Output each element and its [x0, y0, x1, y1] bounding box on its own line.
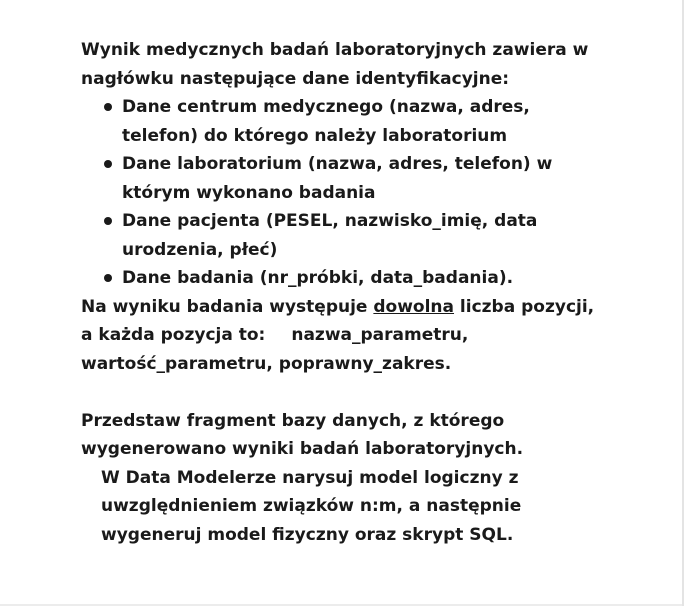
bullet-list — [81, 93, 641, 293]
positions-line-1-prefix: Na wyniku badania występuje — [81, 296, 374, 317]
bullet-text-continued: którym wykonano badania — [122, 182, 376, 203]
intro-line-1: Wynik medycznych badań laboratoryjnych zawiera w — [81, 40, 589, 60]
positions-line-2-suffix: nazwa_parametru, — [291, 325, 469, 345]
bullet-text-continued: telefon) do którego należy laboratorium — [122, 125, 508, 146]
positions-line-3: wartość_parametru, poprawny_zakres. — [81, 353, 452, 374]
bullet-item-patient — [81, 207, 641, 264]
bullet-item-test — [81, 264, 641, 293]
bullet-item-medical-center — [81, 93, 641, 150]
positions-line-1-suffix: liczba pozycji, — [454, 296, 595, 317]
task-line-5: wygeneruj model fizyczny oraz skrypt SQL. — [101, 524, 514, 545]
bullet-text: Dane pacjenta (PESEL, nazwisko_imię, data — [122, 211, 538, 231]
underlined-word: dowolna — [373, 296, 455, 317]
task-line-4: uwzględnieniem związków n:m, a następnie — [101, 496, 522, 516]
positions-line-2-prefix: a każda pozycja to: — [81, 325, 266, 345]
bullet-text: Dane centrum medycznego (nazwa, adres, — [122, 97, 530, 117]
bullet-text: Dane laboratorium (nazwa, adres, telefon) w — [122, 154, 553, 174]
bullet-item-laboratory — [81, 150, 641, 207]
bullet-icon — [104, 217, 112, 225]
bullet-icon — [104, 274, 112, 282]
document-body — [81, 36, 641, 549]
task-line-3: W Data Modelerze narysuj model logiczny z — [101, 467, 519, 488]
task-line-2: wygenerowano wyniki badań laboratoryjnych. — [81, 439, 524, 459]
intro-line-2: nagłówku następujące dane identyfikacyjne: — [81, 68, 510, 89]
bullet-icon — [104, 160, 112, 168]
blank-spacer — [81, 378, 641, 407]
bullet-icon — [104, 103, 112, 111]
positions-line-2 — [81, 321, 641, 350]
task-line-1: Przedstaw fragment bazy danych, z którego — [81, 410, 505, 431]
bullet-text: Dane badania (nr_próbki, data_badania). — [122, 268, 514, 288]
positions-line-1 — [81, 293, 641, 322]
bullet-text-continued: urodzenia, płeć) — [122, 239, 278, 260]
